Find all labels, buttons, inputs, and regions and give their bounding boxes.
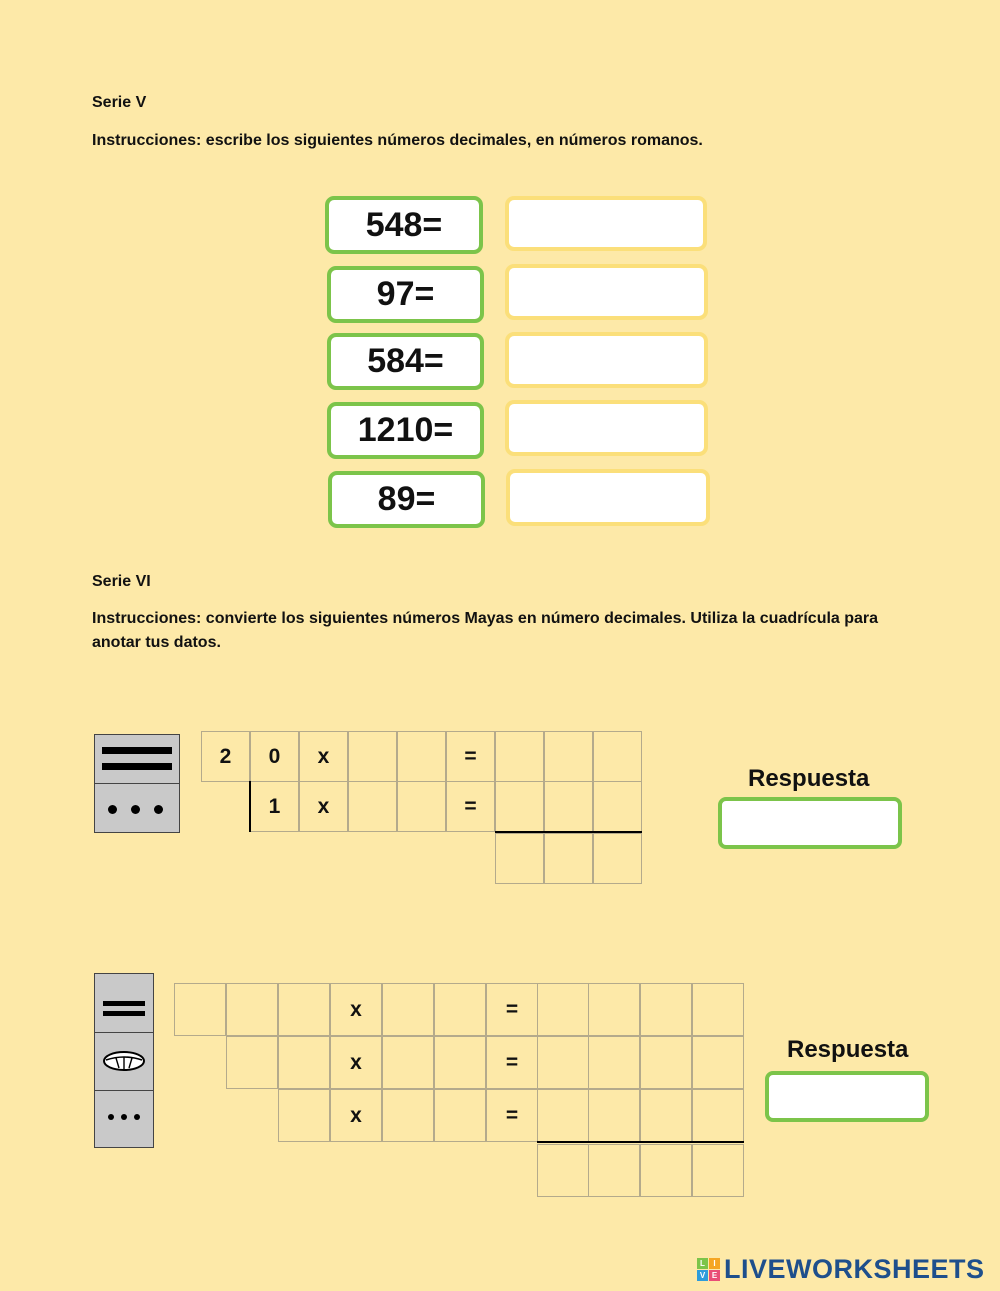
- dot-icon: [154, 805, 163, 814]
- grid2-r3-c8[interactable]: [537, 1089, 589, 1142]
- grid2-r1-eq: =: [486, 983, 538, 1036]
- mayan-number-2: [94, 973, 154, 1148]
- shell-icon: [102, 1049, 146, 1073]
- grid1-left-rule: [249, 781, 251, 832]
- brand-name: LIVEWORKSHEETS: [724, 1254, 985, 1284]
- grid2-r3-c3[interactable]: [278, 1089, 330, 1142]
- grid2-r2-c2[interactable]: [226, 1036, 278, 1089]
- mayan-level-1: [95, 1091, 153, 1147]
- grid2-r3-c10[interactable]: [640, 1089, 692, 1142]
- answer-box-1[interactable]: [718, 797, 902, 849]
- grid1-total-c8[interactable]: [544, 833, 593, 884]
- bar-icon: [103, 1001, 145, 1006]
- roman-answer-2[interactable]: [505, 264, 708, 320]
- dot-icon: [121, 1114, 127, 1120]
- grid2-sum-rule: [537, 1141, 744, 1143]
- liveworksheets-logo: [697, 1254, 985, 1285]
- mayan-level-20: [95, 735, 179, 784]
- grid2-r1-op: x: [330, 983, 382, 1036]
- number-1210: 1210=: [327, 402, 484, 459]
- grid1-r1-c8[interactable]: [544, 731, 593, 782]
- grid2-r2-c11[interactable]: [692, 1036, 744, 1089]
- logo-mark-i: I: [709, 1258, 720, 1269]
- grid2-r1-c10[interactable]: [640, 983, 692, 1036]
- grid2-r1-c11[interactable]: [692, 983, 744, 1036]
- grid2-r1-c5[interactable]: [382, 983, 434, 1036]
- grid2-r2-c3[interactable]: [278, 1036, 330, 1089]
- roman-answer-1[interactable]: [505, 196, 707, 251]
- grid1-r1-c2: 0: [250, 731, 299, 782]
- grid2-r2-c6[interactable]: [434, 1036, 486, 1089]
- mayan-level-1: [95, 784, 179, 832]
- grid2-total-c10[interactable]: [640, 1144, 692, 1197]
- dot-icon: [131, 805, 140, 814]
- grid2-r1-c8[interactable]: [537, 983, 589, 1036]
- grid2-r3-c6[interactable]: [434, 1089, 486, 1142]
- number-97: 97=: [327, 266, 484, 323]
- serie-v-title: Serie V: [92, 94, 147, 111]
- answer-label-1: Respuesta: [748, 765, 870, 792]
- bar-icon: [103, 1011, 145, 1016]
- grid2-r2-c8[interactable]: [537, 1036, 589, 1089]
- answer-box-2[interactable]: [765, 1071, 929, 1122]
- grid1-sum-rule: [495, 831, 642, 833]
- grid1-r2-c9[interactable]: [593, 781, 642, 832]
- number-548: 548=: [325, 196, 483, 254]
- grid1-r1-c6: =: [446, 731, 495, 782]
- grid1-r2-c5[interactable]: [397, 781, 446, 832]
- grid2-total-c9[interactable]: [588, 1144, 640, 1197]
- dot-icon: [108, 1114, 114, 1120]
- grid2-r1-c1[interactable]: [174, 983, 226, 1036]
- serie-v-instructions: Instrucciones: escribe los siguientes números decimales, en números romanos.: [92, 132, 703, 149]
- grid2-r3-op: x: [330, 1089, 382, 1142]
- grid1-r1-c1: 2: [201, 731, 250, 782]
- logo-mark-v: V: [697, 1270, 708, 1281]
- grid1-r2-c8[interactable]: [544, 781, 593, 832]
- answer-label-2: Respuesta: [787, 1036, 909, 1063]
- grid1-r2-c6: =: [446, 781, 495, 832]
- grid2-r2-eq: =: [486, 1036, 538, 1089]
- roman-answer-5[interactable]: [506, 469, 710, 526]
- grid2-r2-c10[interactable]: [640, 1036, 692, 1089]
- logo-mark-e: E: [709, 1270, 720, 1281]
- mayan-level-400: [95, 974, 153, 1033]
- grid2-r1-c9[interactable]: [588, 983, 640, 1036]
- grid2-total-c8[interactable]: [537, 1144, 589, 1197]
- grid2-r3-c9[interactable]: [588, 1089, 640, 1142]
- grid1-r1-c4[interactable]: [348, 731, 397, 782]
- grid2-r1-c2[interactable]: [226, 983, 278, 1036]
- serie-vi-title: Serie VI: [92, 573, 151, 590]
- grid1-total-c9[interactable]: [593, 833, 642, 884]
- grid1-r1-c7[interactable]: [495, 731, 544, 782]
- grid1-r2-c2: 1: [250, 781, 299, 832]
- grid1-r2-c3: x: [299, 781, 348, 832]
- grid1-r1-c5[interactable]: [397, 731, 446, 782]
- dot-icon: [134, 1114, 140, 1120]
- grid2-total-c11[interactable]: [692, 1144, 744, 1197]
- serie-vi-instructions: Instrucciones: convierte los siguientes números Mayas en número decimales. Utiliza la cuadrícula para anotar tus datos.: [92, 610, 879, 651]
- grid2-r1-c3[interactable]: [278, 983, 330, 1036]
- grid1-r2-c7[interactable]: [495, 781, 544, 832]
- grid2-r3-c5[interactable]: [382, 1089, 434, 1142]
- grid1-r1-c3: x: [299, 731, 348, 782]
- number-584: 584=: [327, 333, 484, 390]
- roman-answer-3[interactable]: [505, 332, 708, 388]
- bar-icon: [102, 747, 172, 754]
- grid2-r1-c6[interactable]: [434, 983, 486, 1036]
- number-89: 89=: [328, 471, 485, 528]
- grid1-r2-c4[interactable]: [348, 781, 397, 832]
- grid2-r2-op: x: [330, 1036, 382, 1089]
- roman-answer-4[interactable]: [505, 400, 708, 456]
- mayan-number-1: [94, 734, 180, 833]
- grid2-r3-eq: =: [486, 1089, 538, 1142]
- grid1-r1-c9[interactable]: [593, 731, 642, 782]
- grid2-r2-c9[interactable]: [588, 1036, 640, 1089]
- dot-icon: [108, 805, 117, 814]
- grid1-total-c7[interactable]: [495, 833, 544, 884]
- logo-mark-icon: [697, 1258, 720, 1281]
- grid2-r3-c11[interactable]: [692, 1089, 744, 1142]
- bar-icon: [102, 763, 172, 770]
- grid2-r2-c5[interactable]: [382, 1036, 434, 1089]
- logo-mark-l: L: [697, 1258, 708, 1269]
- mayan-level-20: [95, 1033, 153, 1091]
